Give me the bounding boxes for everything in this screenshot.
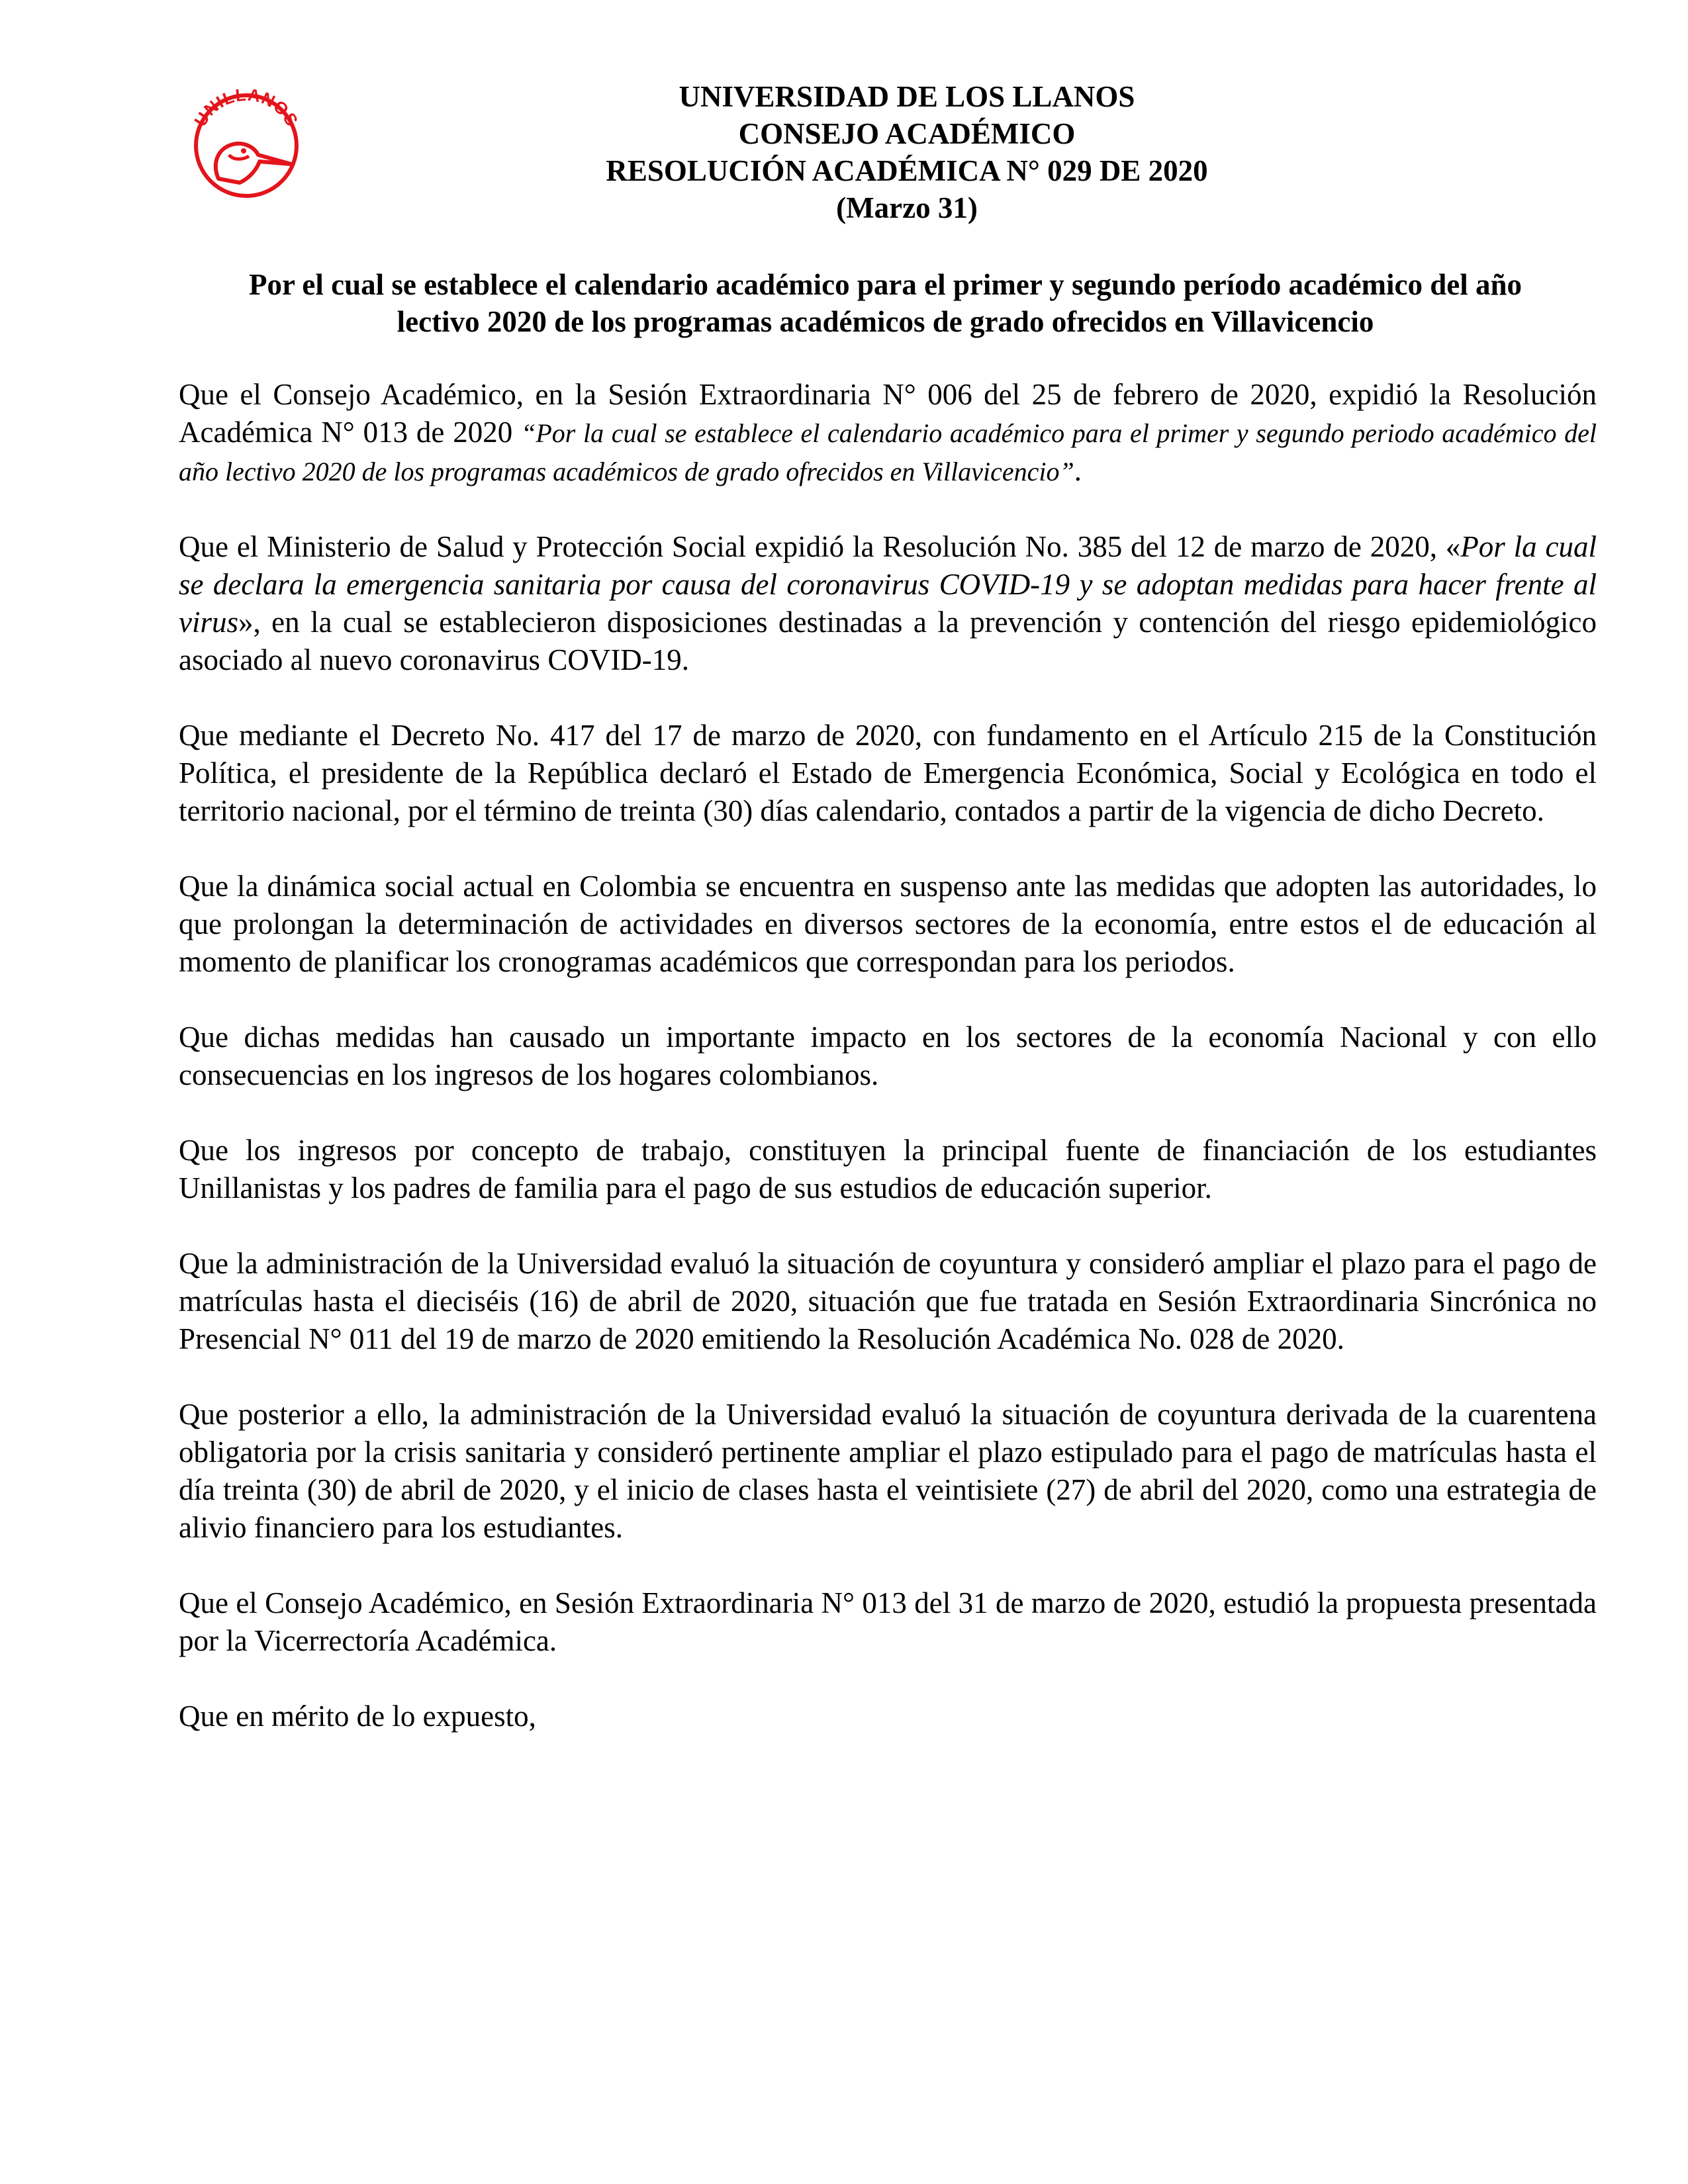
- paragraph-7: Que la administración de la Universidad evaluó la situación de coyuntura y consideró ampliar el plazo para el pago de matrículas hasta el dieciséis (16) de abril de 2020, situación que fue tratada en Sesión Extraordinaria Sincrónica no Presencial N° 011 del 19 de marzo de 2020 emitiendo la Resolución Académica No. 028 de 2020.: [179, 1247, 1597, 1355]
- paragraph-10: Que en mérito de lo expuesto,: [179, 1700, 536, 1733]
- paragraph-2-quote: Por la cual se declara la emergencia sanitaria por causa del coronavirus COVID-19 y se adoptan medidas para hacer frente al virus: [179, 530, 1597, 639]
- paragraph-1-quote: “Por la cual se establece el calendario académico para el primer y segundo periodo académico del año lectivo 2020 de los programas académicos de grado ofrecidos en Villavicencio”: [179, 418, 1597, 486]
- pelican-seal-icon: [180, 86, 312, 199]
- subject-line-2: lectivo 2020 de los programas académicos de grado ofrecidos en Villavicencio: [397, 305, 1374, 338]
- paragraph-4: Que la dinámica social actual en Colombia se encuentra en suspenso ante las medidas que adopten las autoridades, lo que prolongan la determinación de actividades en diversos sectores de la economía, entre estos el de educación al momento de planificar los cronogramas académicos que correspondan para los periodos.: [179, 870, 1597, 978]
- paragraph-6: Que los ingresos por concepto de trabajo, constituyen la principal fuente de financiación de los estudiantes Unillanistas y los padres de familia para el pago de sus estudios de educación superior.: [179, 1134, 1597, 1205]
- university-logo: [180, 86, 312, 199]
- council-name: CONSEJO ACADÉMICO: [738, 117, 1076, 150]
- paragraph-3: Que mediante el Decreto No. 417 del 17 de marzo de 2020, con fundamento en el Artículo 215 de la Constitución Política, el presidente de la República declaró el Estado de Emergencia Económica, Social y Ecológica en todo el territorio nacional, por el término de treinta (30) días calendario, contados a partir de la vigencia de dicho Decreto.: [179, 719, 1597, 827]
- paragraph-5: Que dichas medidas han causado un importante impacto en los sectores de la economía Nacional y con ello consecuencias en los ingresos de los hogares colombianos.: [179, 1021, 1597, 1091]
- paragraph-9: Que el Consejo Académico, en Sesión Extraordinaria N° 013 del 31 de marzo de 2020, estudió la propuesta presentada por la Vicerrectoría Académica.: [179, 1586, 1597, 1657]
- logo-text: UNILLANOS: [190, 86, 303, 130]
- paragraph-1: [179, 376, 1597, 490]
- paragraph-2-end: », en la cual se establecieron disposiciones destinadas a la prevención y contención del riesgo epidemiológico asociado al nuevo coronavirus COVID-19.: [179, 606, 1597, 676]
- paragraph-2: [179, 528, 1597, 679]
- document-header: [344, 78, 1470, 226]
- svg-text:UNILLANOS: [190, 86, 303, 130]
- paragraph-1-text: Que el Consejo Académico, en la Sesión Extraordinaria N° 006 del 25 de febrero de 2020, expidió la Resolución Académica N° 013 de 2020: [179, 378, 1597, 449]
- resolution-subject: [172, 266, 1599, 340]
- paragraph-8: Que posterior a ello, la administración de la Universidad evaluó la situación de coyuntura derivada de la cuarentena obligatoria por la crisis sanitaria y consideró pertinente ampliar el plazo estipulado para el pago de matrículas hasta el día treinta (30) de abril de 2020, y el inicio de clases hasta el veintisiete (27) de abril del 2020, como una estrategia de alivio financiero para los estudiantes.: [179, 1398, 1597, 1544]
- university-name: UNIVERSIDAD DE LOS LLANOS: [679, 80, 1135, 113]
- resolution-title: RESOLUCIÓN ACADÉMICA N° 029 DE 2020: [606, 154, 1208, 187]
- paragraph-2-text: Que el Ministerio de Salud y Protección Social expidió la Resolución No. 385 del 12 de marzo de 2020, «: [179, 530, 1461, 563]
- resolution-date: (Marzo 31): [836, 191, 978, 224]
- subject-line-1: Por el cual se establece el calendario académico para el primer y segundo período académico del año: [248, 268, 1523, 301]
- document-body: [179, 376, 1597, 1735]
- paragraph-1-end: .: [1074, 454, 1082, 487]
